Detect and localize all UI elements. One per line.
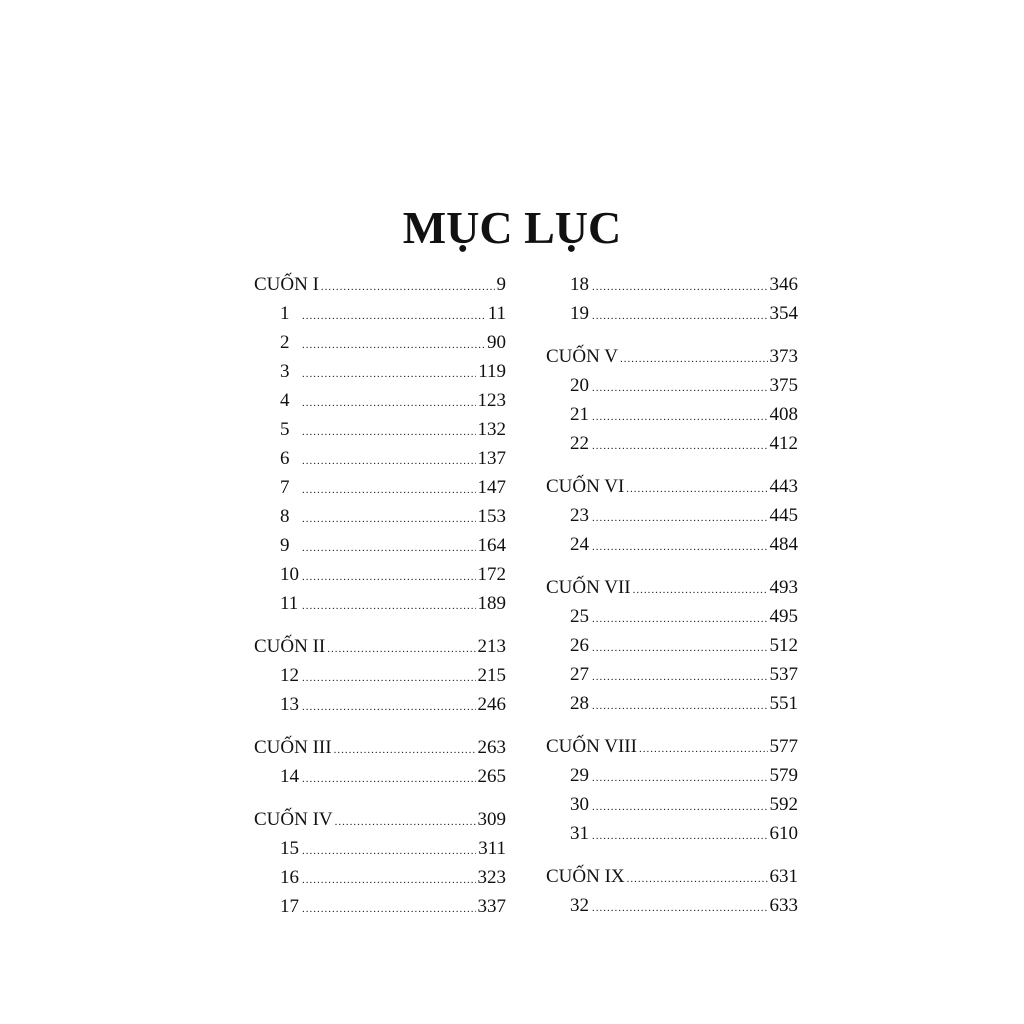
dot-leader: [627, 865, 768, 894]
toc-entry-label: CUỐN IX: [546, 866, 625, 887]
toc-entry-page-number: 579: [769, 765, 798, 786]
toc-chapter-entry[interactable]: [546, 660, 798, 689]
toc-chapter-entry[interactable]: [546, 371, 798, 400]
dot-leader: [302, 837, 476, 866]
toc-entry-page-number: 311: [478, 838, 506, 859]
toc-chapter-entry[interactable]: [254, 892, 506, 921]
toc-chapter-entry[interactable]: [546, 631, 798, 660]
toc-entry-page-number: 153: [477, 506, 506, 527]
toc-chapter-entry[interactable]: [254, 299, 506, 328]
dot-leader: [302, 389, 476, 418]
toc-entry-page-number: 537: [769, 664, 798, 685]
dot-leader: [592, 273, 768, 302]
toc-entry-label: 5: [280, 419, 290, 440]
toc-entry-label: 18: [570, 274, 589, 295]
toc-entry-page-number: 493: [769, 577, 798, 598]
toc-chapter-entry[interactable]: [546, 299, 798, 328]
toc-entry-page-number: 172: [477, 564, 506, 585]
toc-entry-page-number: 354: [769, 303, 798, 324]
toc-entry-label: 3: [280, 361, 290, 382]
toc-entry-page-number: 337: [477, 896, 506, 917]
dot-leader: [302, 765, 476, 794]
toc-entry-page-number: 263: [477, 737, 506, 758]
toc-entry-page-number: 551: [769, 693, 798, 714]
toc-chapter-entry[interactable]: [546, 761, 798, 790]
dot-leader: [592, 894, 768, 923]
page-title: MỤC LỤC: [402, 201, 622, 253]
toc-entry-page-number: 375: [769, 375, 798, 396]
dot-leader: [592, 374, 768, 403]
toc-chapter-entry[interactable]: [254, 473, 506, 502]
toc-entry-label: 14: [280, 766, 299, 787]
toc-entry-page-number: 123: [477, 390, 506, 411]
toc-entry-page-number: 9: [496, 274, 506, 295]
toc-entry-page-number: 633: [769, 895, 798, 916]
dot-leader: [592, 504, 768, 533]
toc-entry-page-number: 610: [769, 823, 798, 844]
toc-entry-page-number: 119: [478, 361, 506, 382]
dot-leader: [321, 273, 495, 302]
toc-entry-page-number: 445: [769, 505, 798, 526]
dot-leader: [639, 735, 768, 764]
toc-chapter-entry[interactable]: [546, 790, 798, 819]
toc-right-column: [546, 270, 798, 920]
toc-entry-label: 25: [570, 606, 589, 627]
toc-chapter-entry[interactable]: [254, 560, 506, 589]
dot-leader: [592, 663, 768, 692]
toc-entry-label: 19: [570, 303, 589, 324]
dot-leader: [620, 345, 768, 374]
dot-leader: [302, 418, 476, 447]
toc-book-entry[interactable]: [546, 573, 798, 602]
dot-leader: [592, 692, 768, 721]
toc-entry-label: CUỐN V: [546, 346, 618, 367]
dot-leader: [302, 895, 476, 924]
toc-chapter-entry[interactable]: [546, 501, 798, 530]
toc-chapter-entry[interactable]: [254, 386, 506, 415]
toc-entry-label: 29: [570, 765, 589, 786]
toc-book-entry[interactable]: [254, 805, 506, 834]
toc-entry-label: 15: [280, 838, 299, 859]
toc-chapter-entry[interactable]: [254, 415, 506, 444]
toc-book-entry[interactable]: [546, 472, 798, 501]
toc-chapter-entry[interactable]: [546, 819, 798, 848]
dot-leader: [302, 360, 476, 389]
toc-chapter-entry[interactable]: [254, 834, 506, 863]
dot-leader: [592, 403, 768, 432]
toc-entry-label: 11: [280, 593, 299, 614]
toc-chapter-entry[interactable]: [546, 891, 798, 920]
toc-entry-label: CUỐN III: [254, 737, 332, 758]
toc-entry-page-number: 373: [769, 346, 798, 367]
toc-entry-page-number: 408: [769, 404, 798, 425]
toc-left-column: [254, 270, 506, 921]
toc-entry-label: 8: [280, 506, 290, 527]
toc-entry-page-number: 215: [477, 665, 506, 686]
toc-entry-page-number: 484: [769, 534, 798, 555]
toc-book-entry[interactable]: [546, 862, 798, 891]
toc-entry-label: 10: [280, 564, 299, 585]
toc-entry-page-number: 246: [477, 694, 506, 715]
dot-leader: [302, 302, 486, 331]
toc-entry-page-number: 495: [769, 606, 798, 627]
toc-chapter-entry[interactable]: [546, 689, 798, 718]
toc-entry-page-number: 592: [769, 794, 798, 815]
toc-entry-page-number: 147: [477, 477, 506, 498]
dot-leader: [592, 822, 768, 851]
toc-entry-label: CUỐN VI: [546, 476, 625, 497]
dot-leader: [633, 576, 768, 605]
toc-entry-page-number: 11: [487, 303, 506, 324]
toc-entry-page-number: 346: [769, 274, 798, 295]
toc-entry-label: 31: [570, 823, 589, 844]
dot-leader: [327, 635, 475, 664]
toc-entry-page-number: 164: [477, 535, 506, 556]
toc-entry-label: CUỐN II: [254, 636, 326, 657]
toc-chapter-entry[interactable]: [546, 530, 798, 559]
toc-chapter-entry[interactable]: [546, 602, 798, 631]
toc-chapter-entry[interactable]: [254, 531, 506, 560]
toc-entry-label: 13: [280, 694, 299, 715]
toc-book-entry[interactable]: [254, 270, 506, 299]
toc-entry-page-number: 412: [769, 433, 798, 454]
toc-entry-label: 27: [570, 664, 589, 685]
dot-leader: [335, 808, 476, 837]
toc-entry-label: 28: [570, 693, 589, 714]
toc-chapter-entry[interactable]: [254, 589, 506, 618]
toc-entry-label: 22: [570, 433, 589, 454]
toc-entry-label: 9: [280, 535, 290, 556]
dot-leader: [302, 331, 485, 360]
toc-entry-label: 6: [280, 448, 290, 469]
toc-chapter-entry[interactable]: [546, 400, 798, 429]
toc-entry-label: 24: [570, 534, 589, 555]
toc-entry-label: CUỐN VIII: [546, 736, 637, 757]
toc-entry-page-number: 577: [769, 736, 798, 757]
toc-entry-page-number: 309: [477, 809, 506, 830]
dot-leader: [592, 634, 768, 663]
toc-chapter-entry[interactable]: [254, 690, 506, 719]
dot-leader: [302, 866, 476, 895]
toc-chapter-entry[interactable]: [254, 328, 506, 357]
toc-entry-label: 30: [570, 794, 589, 815]
dot-leader: [592, 605, 768, 634]
dot-leader: [302, 693, 476, 722]
toc-entry-label: 23: [570, 505, 589, 526]
dot-leader: [302, 664, 476, 693]
dot-leader: [592, 302, 768, 331]
toc-entry-page-number: 137: [477, 448, 506, 469]
toc-entry-label: 7: [280, 477, 290, 498]
toc-entry-label: 17: [280, 896, 299, 917]
toc-entry-label: 21: [570, 404, 589, 425]
dot-leader: [626, 475, 767, 504]
toc-entry-label: CUỐN VII: [546, 577, 631, 598]
toc-entry-label: 20: [570, 375, 589, 396]
toc-entry-label: 4: [280, 390, 290, 411]
toc-chapter-entry[interactable]: [546, 429, 798, 458]
toc-entry-label: CUỐN IV: [254, 809, 333, 830]
toc-chapter-entry[interactable]: [254, 502, 506, 531]
toc-chapter-entry[interactable]: [254, 661, 506, 690]
toc-entry-page-number: 213: [477, 636, 506, 657]
toc-chapter-entry[interactable]: [254, 762, 506, 791]
toc-chapter-entry[interactable]: [546, 270, 798, 299]
toc-entry-page-number: 631: [769, 866, 798, 887]
dot-leader: [302, 447, 476, 476]
dot-leader: [302, 592, 476, 621]
toc-entry-page-number: 323: [477, 867, 506, 888]
dot-leader: [302, 476, 476, 505]
toc-entry-label: CUỐN I: [254, 274, 319, 295]
toc-entry-label: 12: [280, 665, 299, 686]
toc-chapter-entry[interactable]: [254, 863, 506, 892]
toc-entry-page-number: 132: [477, 419, 506, 440]
dot-leader: [302, 563, 476, 592]
toc-chapter-entry[interactable]: [254, 357, 506, 386]
toc-book-entry[interactable]: [546, 732, 798, 761]
toc-entry-label: 1: [280, 303, 290, 324]
toc-entry-label: 2: [280, 332, 290, 353]
dot-leader: [334, 736, 476, 765]
toc-book-entry[interactable]: [546, 342, 798, 371]
dot-leader: [592, 793, 768, 822]
toc-entry-label: 26: [570, 635, 589, 656]
toc-chapter-entry[interactable]: [254, 444, 506, 473]
toc-book-entry[interactable]: [254, 632, 506, 661]
dot-leader: [592, 533, 768, 562]
toc-entry-page-number: 512: [769, 635, 798, 656]
dot-leader: [592, 432, 768, 461]
dot-leader: [592, 764, 768, 793]
dot-leader: [302, 505, 476, 534]
toc-entry-page-number: 443: [769, 476, 798, 497]
toc-entry-page-number: 90: [487, 332, 506, 353]
toc-entry-label: 16: [280, 867, 299, 888]
toc-book-entry[interactable]: [254, 733, 506, 762]
toc-entry-label: 32: [570, 895, 589, 916]
dot-leader: [302, 534, 476, 563]
toc-entry-page-number: 265: [477, 766, 506, 787]
toc-entry-page-number: 189: [477, 593, 506, 614]
